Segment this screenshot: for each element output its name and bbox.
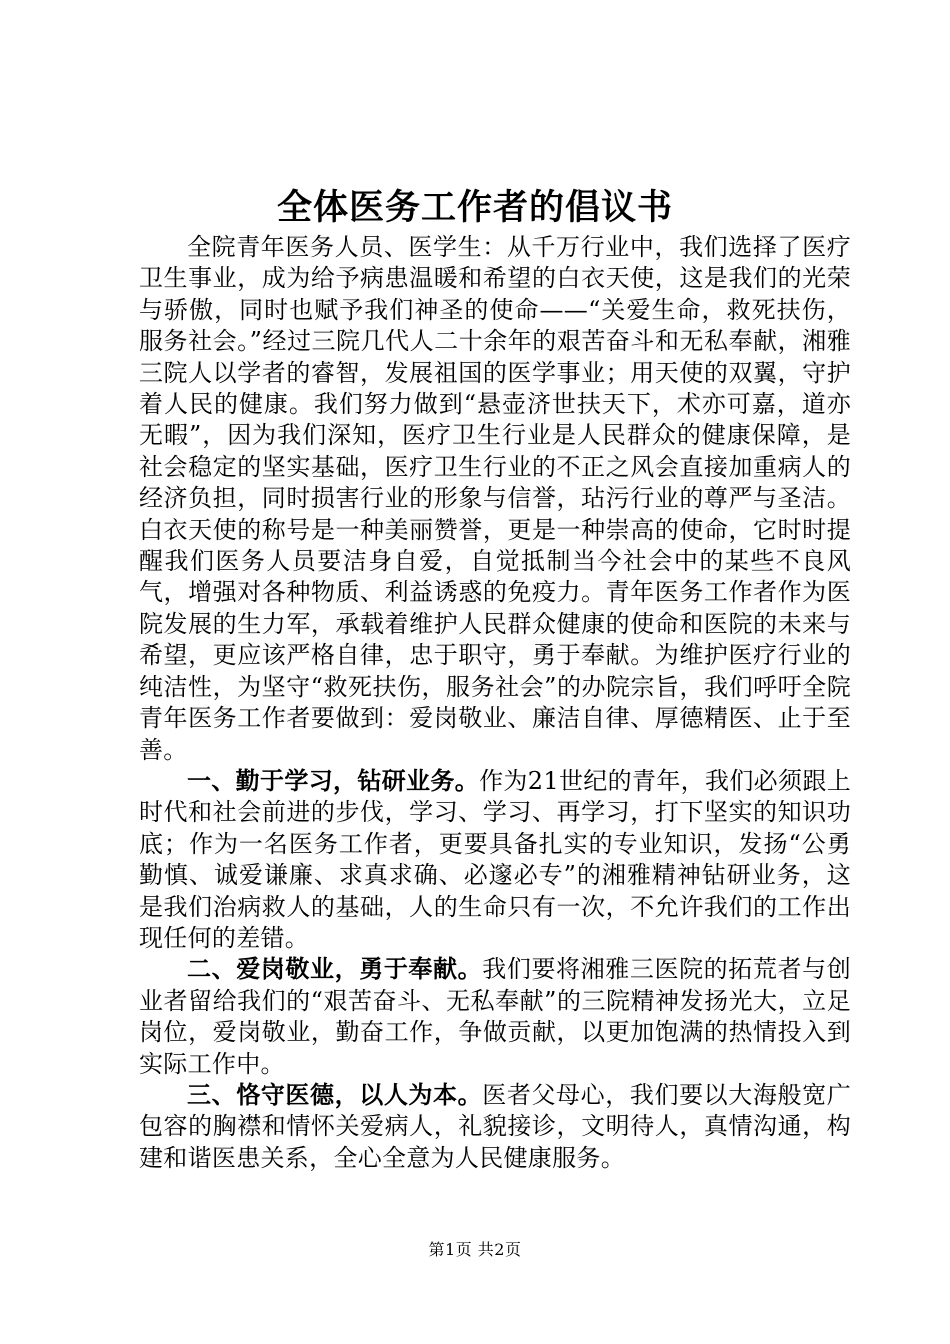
paragraph-text: 作为21世纪的青年，我们必须跟上时代和社会前进的步伐，学习、学习、再学习，打下坚实的知识功底；作为一名医务工作者，更要具备扎实的专业知识，发扬“公勇勤慎、诚爱谦廉、求真求确、必邃必专”的湘雅精神钻研业务，这是我们治病救人的基础，人的生命只有一次，不允许我们的工作出现任何的差错。 (139, 766, 851, 952)
document-title: 全体医务工作者的倡议书 (276, 188, 673, 228)
section-paragraph-dedication (139, 954, 851, 1080)
section-paragraph-ethics (139, 1080, 851, 1174)
paragraph-heading: 二、爱岗敬业，勇于奉献。 (187, 955, 483, 984)
paragraph-text: 全院青年医务人员、医学生：从千万行业中，我们选择了医疗卫生事业，成为给予病患温暖和希望的白衣天使，这是我们的光荣与骄傲，同时也赋予我们神圣的使命——“关爱生命，救死扶伤，服务社会。”经过三院几代人二十余年的艰苦奋斗和无私奉献，湘雅三院人以学者的睿智，发展祖国的医学事业；用天使的双翼，守护着人民的健康。我们努力做到“悬壶济世扶天下，术亦可嘉，道亦无暇”，因为我们深知，医疗卫生行业是人民群众的健康保障，是社会稳定的坚实基础，医疗卫生行业的不正之风会直接加重病人的经济负担，同时损害行业的形象与信誉，玷污行业的尊严与圣洁。白衣天使的称号是一种美丽赞誉，更是一种崇高的使命，它时时提醒我们医务人员要洁身自爱，自觉抵制当今社会中的某些不良风气，增强对各种物质、利益诱惑的免疫力。青年医务工作者作为医院发展的生力军，承载着维护人民群众健康的使命和医院的未来与希望，更应该严格自律，忠于职守，勇于奉献。为维护医疗行业的纯洁性，为坚守“救死扶伤，服务社会”的办院宗旨，我们呼吁全院青年医务工作者要做到：爱岗敬业、廉洁自律、厚德精医、止于至善。 (139, 233, 851, 764)
paragraph-heading: 三、恪守医德，以人为本。 (187, 1080, 483, 1109)
page-number-footer: 第1页 共2页 (428, 1240, 522, 1259)
paragraph-text: 医者父母心，我们要以大海般宽广包容的胸襟和情怀关爱病人，礼貌接诊，文明待人，真情沟通，构建和谐医患关系，全心全意为人民健康服务。 (139, 1080, 851, 1172)
section-paragraph-study (139, 766, 851, 954)
paragraph-text: 我们要将湘雅三医院的拓荒者与创业者留给我们的“艰苦奋斗、无私奉献”的三院精神发扬光大，立足岗位，爱岗敬业，勤奋工作，争做贡献，以更加饱满的热情投入到实际工作中。 (139, 955, 851, 1078)
document-body (139, 232, 851, 1174)
intro-paragraph (139, 232, 851, 766)
paragraph-heading: 一、勤于学习，钻研业务。 (187, 766, 480, 795)
